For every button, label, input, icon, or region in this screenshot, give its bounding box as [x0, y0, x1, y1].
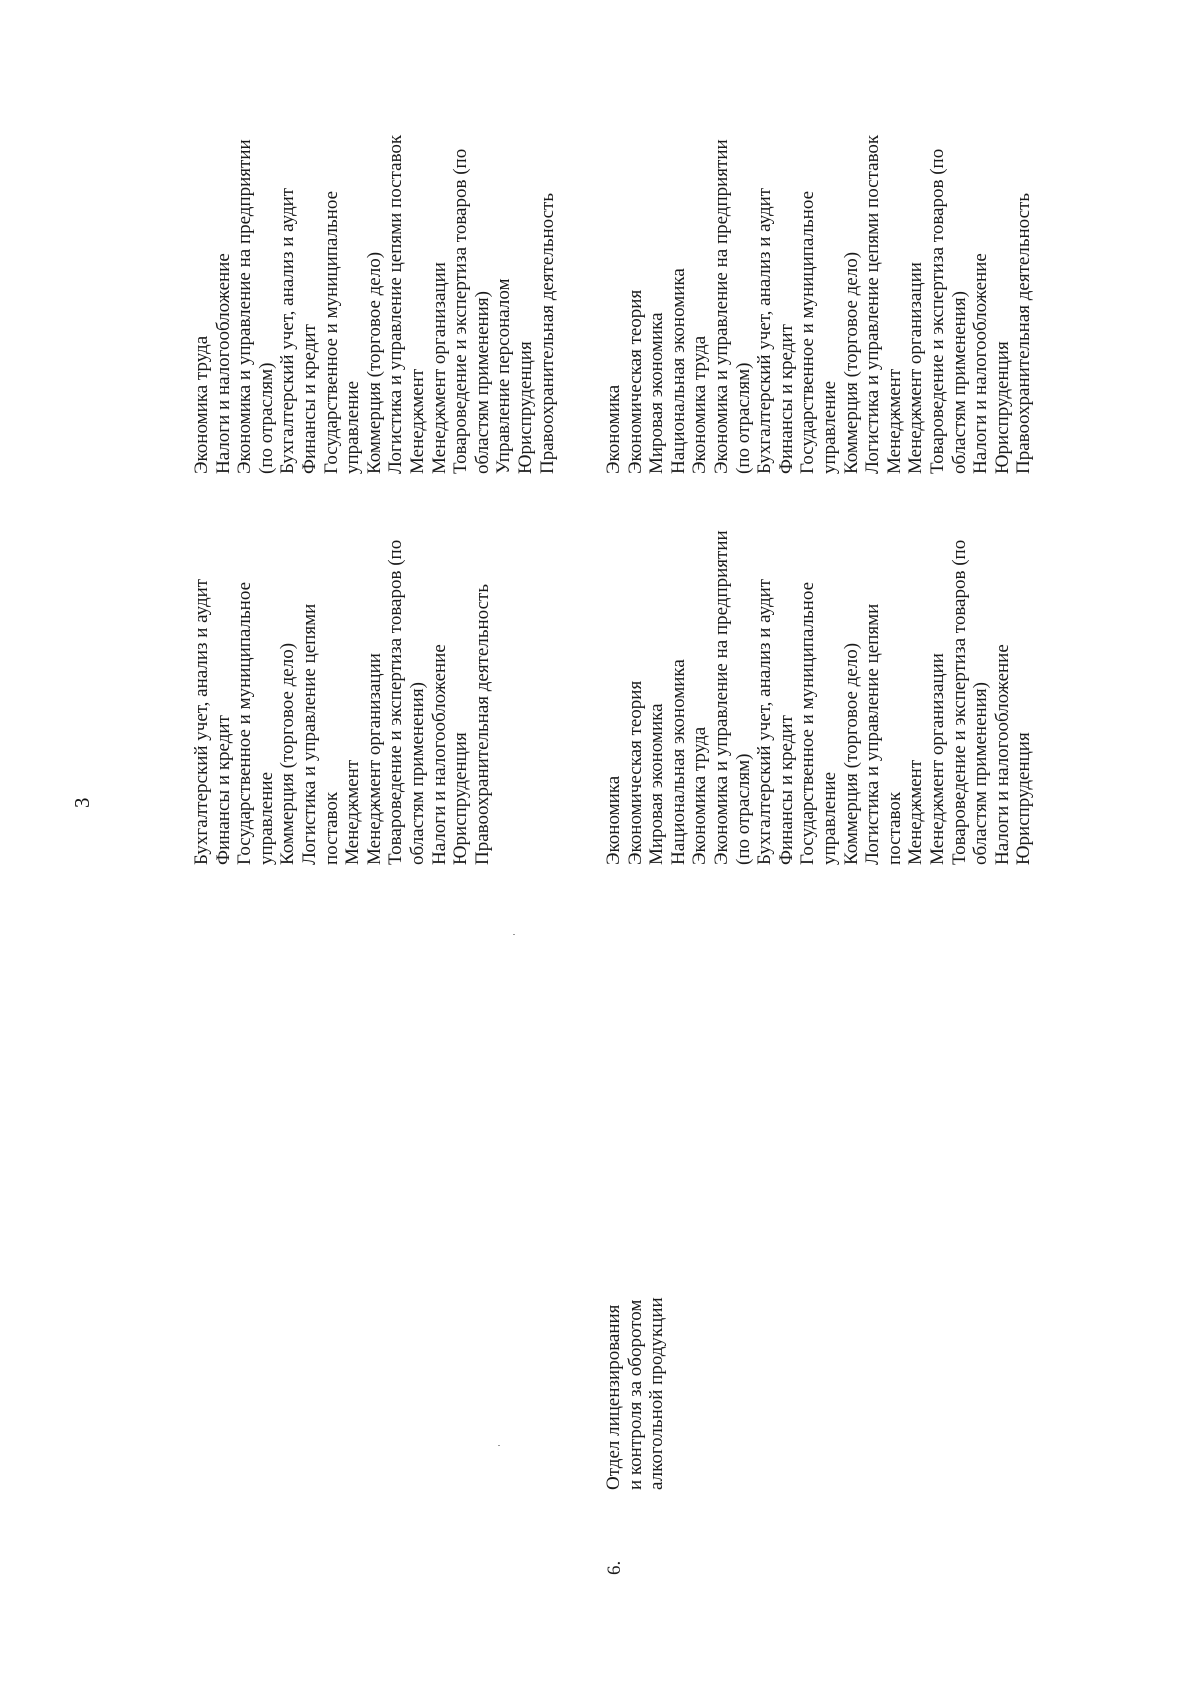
page-number: 3 — [70, 797, 94, 808]
text-line: управление — [818, 771, 840, 865]
text-line: Юриспруденция — [450, 732, 472, 865]
text-line: Менеджмент организации — [905, 262, 927, 474]
text-line: и контроля за оборотом — [624, 1299, 646, 1490]
text-line: Менеджмент организации — [363, 653, 385, 865]
text-line: Менеджмент — [883, 368, 905, 474]
row5-directions-list — [191, 135, 558, 474]
text-line: Национальная экономика — [667, 659, 689, 865]
text-line: Бухгалтерский учет, анализ и аудит — [754, 578, 776, 865]
row-number: 6. — [604, 1560, 625, 1575]
text-line: Экономика труда — [191, 335, 212, 474]
text-line: Менеджмент — [905, 759, 927, 865]
text-line: Экономика и управление на предприятии — [234, 139, 256, 474]
text-line: Юриспруденция — [1013, 732, 1035, 865]
text-line: Коммерция (торговое дело) — [840, 642, 862, 865]
text-line: Менеджмент организации — [428, 262, 450, 474]
text-line: Юриспруденция — [514, 341, 536, 474]
text-line: Товароведение и экспертиза товаров (по — [385, 539, 407, 865]
text-line: Государственное и муниципальное — [797, 581, 819, 865]
text-line: Финансы и кредит — [212, 715, 234, 865]
text-line: Государственное и муниципальное — [320, 190, 342, 474]
text-line: Логистика и управление цепями — [862, 603, 884, 865]
text-line: Экономика и управление на предприятии — [710, 530, 732, 865]
text-line: Отдел лицензирования — [603, 1304, 624, 1490]
text-line: Коммерция (торговое дело) — [840, 251, 862, 474]
text-line: поставок — [320, 791, 342, 865]
text-line: Логистика и управление цепями поставок — [385, 134, 407, 474]
text-line: Финансы и кредит — [775, 715, 797, 865]
text-line: Товароведение и экспертиза товаров (по — [450, 148, 472, 474]
row6-directions-list — [603, 135, 1035, 474]
text-line: Товароведение и экспертиза товаров (по — [948, 539, 970, 865]
text-line: управление — [255, 771, 277, 865]
text-line: Бухгалтерский учет, анализ и аудит — [754, 187, 776, 474]
text-line: Логистика и управление цепями поставок — [862, 134, 884, 474]
text-line: областям применения) — [471, 291, 493, 474]
text-line: Мировая экономика — [646, 312, 668, 474]
text-line: Бухгалтерский учет, анализ и аудит — [277, 187, 299, 474]
text-line: Национальная экономика — [667, 268, 689, 474]
text-line: областям применения) — [406, 682, 428, 865]
text-line: алкогольной продукции — [646, 1297, 668, 1490]
text-line: (по отраслям) — [732, 362, 754, 474]
text-line: Экономика и управление на предприятии — [710, 139, 732, 474]
text-line: Правоохранительная деятельность — [536, 192, 558, 474]
department-name — [603, 1297, 668, 1490]
text-line: Налоги и налогообложение — [991, 644, 1013, 865]
text-line: Экономика труда — [689, 335, 711, 474]
text-line: Правоохранительная деятельность — [471, 583, 493, 865]
text-line: Государственное и муниципальное — [797, 190, 819, 474]
text-line: (по отраслям) — [732, 753, 754, 865]
text-line: областям применения) — [948, 291, 970, 474]
text-line: Менеджмент — [342, 759, 364, 865]
text-line: Правоохранительная деятельность — [1013, 192, 1035, 474]
text-line: Экономическая теория — [624, 289, 646, 474]
text-line: Товароведение и экспертиза товаров (по — [926, 148, 948, 474]
text-line: Государственное и муниципальное — [234, 581, 256, 865]
text-line: Юриспруденция — [991, 341, 1013, 474]
text-line: Коммерция (торговое дело) — [363, 251, 385, 474]
text-line: Финансы и кредит — [775, 324, 797, 474]
scan-speck — [513, 934, 515, 935]
text-line: управление — [818, 380, 840, 474]
text-line: Бухгалтерский учет, анализ и аудит — [191, 578, 212, 865]
text-line: Налоги и налогообложение — [428, 644, 450, 865]
text-line: Логистика и управление цепями — [298, 603, 320, 865]
text-line: Коммерция (торговое дело) — [277, 642, 299, 865]
text-line: Менеджмент — [406, 368, 428, 474]
text-line: Экономика труда — [689, 726, 711, 865]
row6-specialties-list — [603, 530, 1035, 865]
text-line: (по отраслям) — [255, 362, 277, 474]
text-line: Финансы и кредит — [298, 324, 320, 474]
text-line: Экономика — [603, 384, 624, 474]
text-line: областям применения) — [970, 682, 992, 865]
text-line: Экономика — [603, 775, 624, 865]
row5-specialties-list — [191, 540, 493, 865]
text-line: Управление персоналом — [493, 278, 515, 474]
scan-speck — [498, 1445, 500, 1446]
text-line: Менеджмент организации — [926, 653, 948, 865]
text-line: Налоги и налогообложение — [970, 253, 992, 474]
text-line: Мировая экономика — [646, 703, 668, 865]
text-line: поставок — [883, 791, 905, 865]
text-line: управление — [342, 380, 364, 474]
text-line: Налоги и налогообложение — [212, 253, 234, 474]
text-line: Экономическая теория — [624, 680, 646, 865]
